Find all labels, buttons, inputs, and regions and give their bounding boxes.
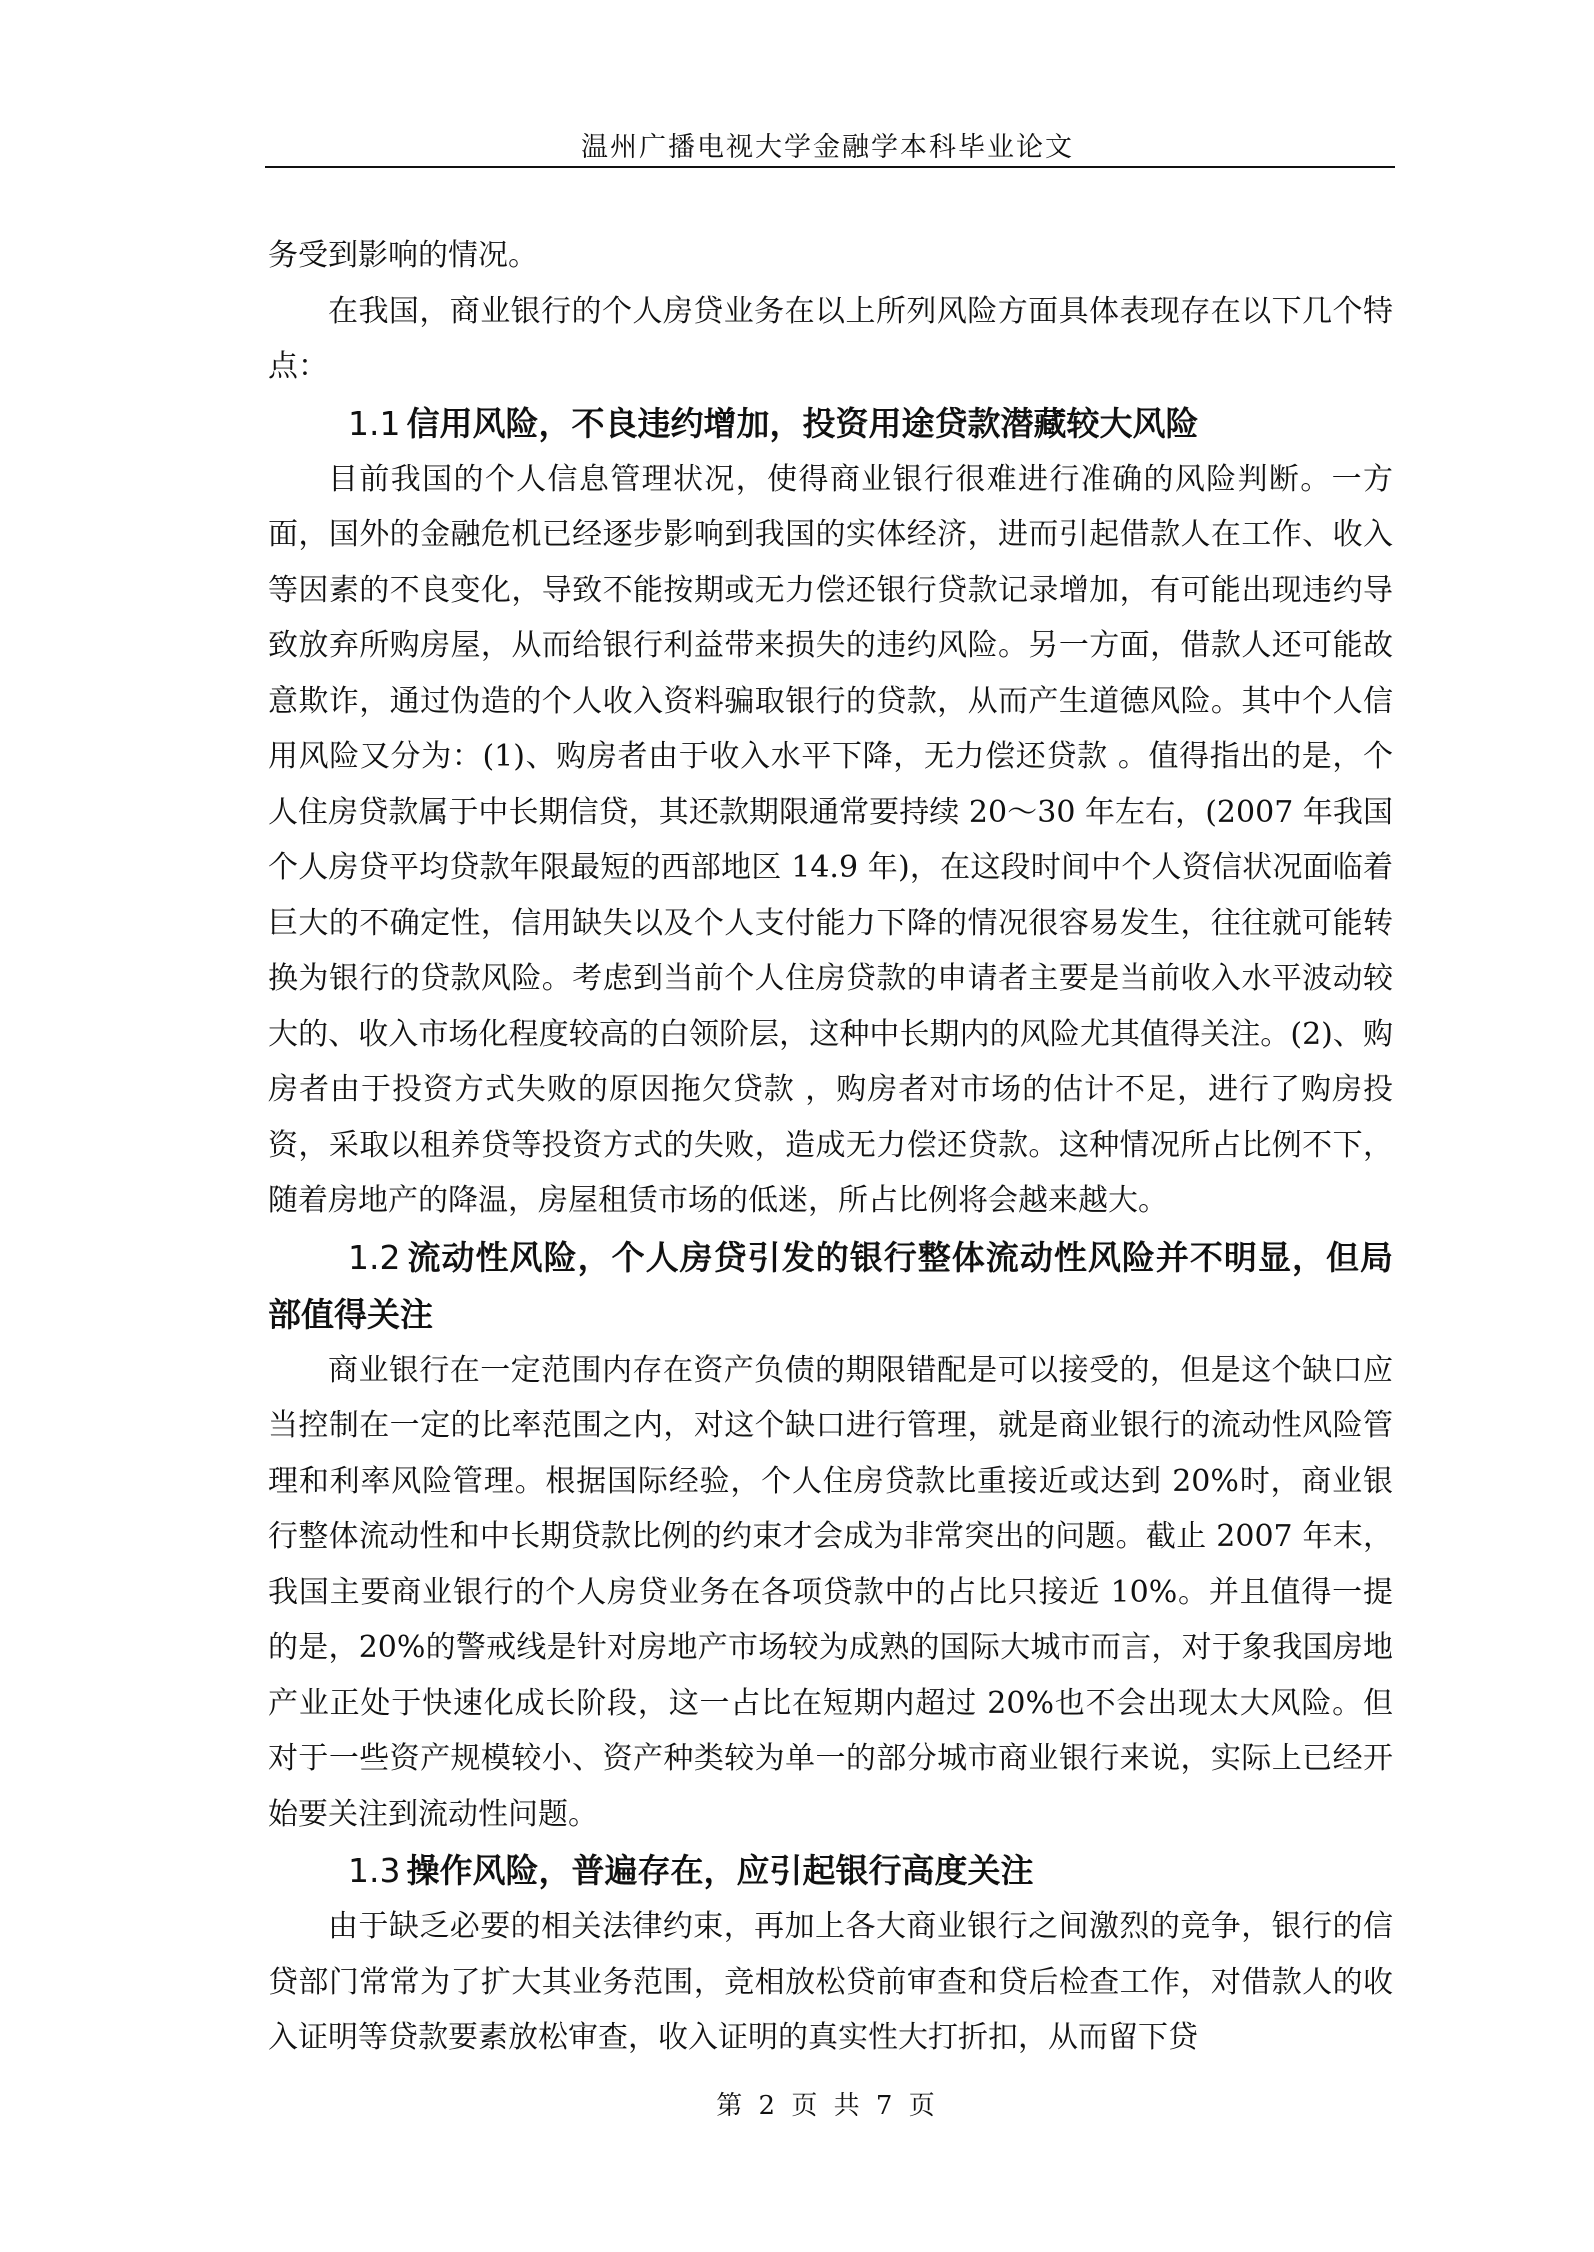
section-1-2-paragraph: 商业银行在一定范围内存在资产负债的期限错配是可以接受的，但是这个缺口应当控制在一定的比率范围之内，对这个缺口进行管理，就是商业银行的流动性风险管理和利率风险管理。根据国际经验，个人住房贷款比重接近或达到 20%时，商业银行整体流动性和中长期贷款比例的约束才会成为非常突出的问题。截止 2007 年末，我国主要商业银行的个人房贷业务在各项贷款中的占比只接近 10%。并且值得一提的是，20%的警戒线是针对房地产市场较为成熟的国际大城市而言，对于象我国房地产业正处于快速化成长阶段，这一占比在短期内超过 20%也不会出现太大风险。但对于一些资产规模较小、资产种类较为单一的部分城市商业银行来说，实际上已经开始要关注到流动性问题。	[268, 1352, 1393, 1832]
document-body	[268, 228, 1393, 2066]
section-1-3-paragraph: 由于缺乏必要的相关法律约束，再加上各大商业银行之间激烈的竞争，银行的信贷部门常常为了扩大其业务范围，竞相放松贷前审查和贷后检查工作，对借款人的收入证明等贷款要素放松审查，收入证明的真实性大打折扣，从而留下贷	[268, 1909, 1393, 2055]
section-title: 操作风险，普遍存在，应引起银行高度关注	[406, 1851, 1034, 1890]
section-number: 1.3	[348, 1851, 401, 1890]
section-heading-1-1	[268, 395, 1393, 452]
paragraph-continued: 务受到影响的情况。	[268, 238, 538, 273]
paragraph-intro: 在我国，商业银行的个人房贷业务在以上所列风险方面具体表现存在以下几个特点：	[268, 293, 1393, 384]
running-header: 温州广播电视大学金融学本科毕业论文	[581, 132, 1074, 163]
section-title: 流动性风险，个人房贷引发的银行整体流动性风险并不明显，但局部值得关注	[268, 1237, 1393, 1334]
header-rule	[265, 166, 1395, 168]
section-heading-1-3	[268, 1842, 1393, 1899]
section-number: 1.1	[348, 403, 401, 443]
section-title: 信用风险，不良违约增加，投资用途贷款潜藏较大风险	[406, 403, 1199, 443]
section-number: 1.2	[348, 1237, 401, 1277]
section-heading-1-2	[268, 1229, 1393, 1343]
page-number: 第 2 页 共 7 页	[716, 2091, 939, 2121]
section-1-1-paragraph: 目前我国的个人信息管理状况，使得商业银行很难进行准确的风险判断。一方面，国外的金融危机已经逐步影响到我国的实体经济，进而引起借款人在工作、收入等因素的不良变化，导致不能按期或无力偿还银行贷款记录增加，有可能出现违约导致放弃所购房屋，从而给银行利益带来损失的违约风险。另一方面，借款人还可能故意欺诈，通过伪造的个人收入资料骗取银行的贷款，从而产生道德风险。其中个人信用风险又分为：(1)、购房者由于收入水平下降，无力偿还贷款 。值得指出的是，个人住房贷款属于中长期信贷，其还款期限通常要持续 20～30 年左右，(2007 年我国个人房贷平均贷款年限最短的西部地区 14.9 年)，在这段时间中个人资信状况面临着巨大的不确定性，信用缺失以及个人支付能力下降的情况很容易发生，往往就可能转换为银行的贷款风险。考虑到当前个人住房贷款的申请者主要是当前收入水平波动较大的、收入市场化程度较高的白领阶层，这种中长期内的风险尤其值得关注。(2)、购房者由于投资方式失败的原因拖欠贷款 ，购房者对市场的估计不足，进行了购房投资，采取以租养贷等投资方式的失败，造成无力偿还贷款。这种情况所占比例不下，随着房地产的降温，房屋租赁市场的低迷，所占比例将会越来越大。	[268, 461, 1393, 1218]
